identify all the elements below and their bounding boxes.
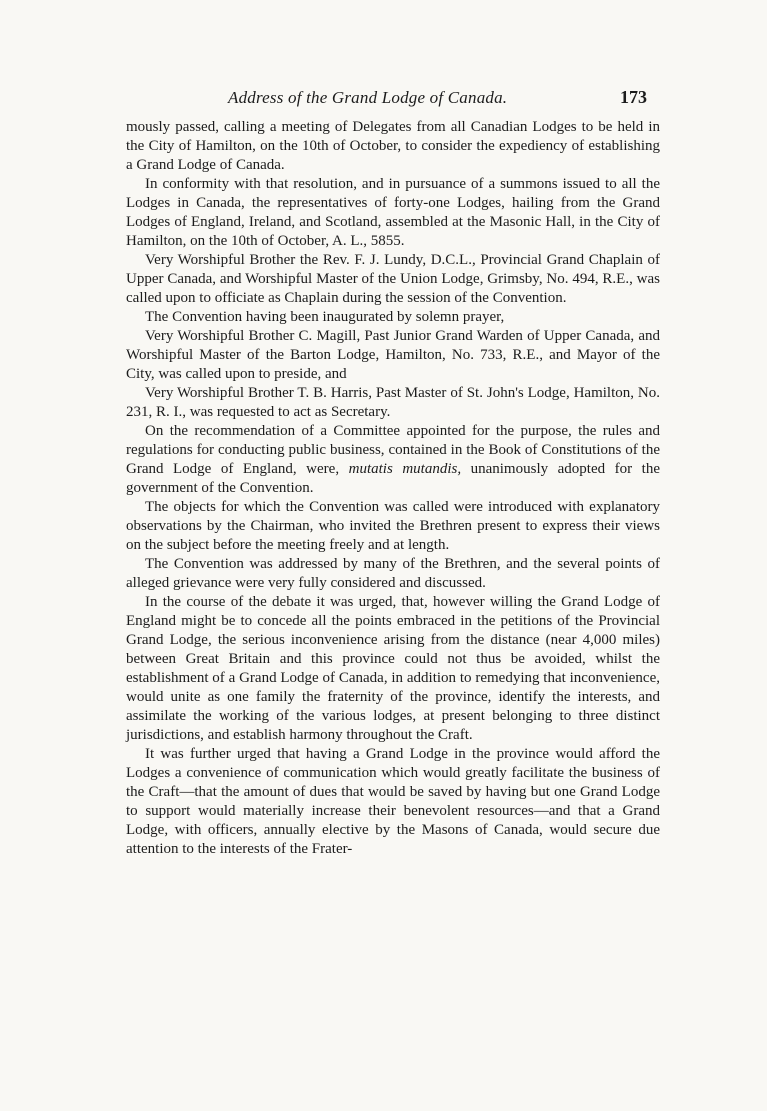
rules-text-before: On the recommendation of a Committee appointed for the purpose, the rules and regulations for conducting public business, contained in the Book of Constitutions of the Grand Lodge of England, were, bbox=[126, 423, 660, 477]
rules-italic-phrase: mutatis mutandis, bbox=[348, 461, 462, 477]
paragraph-secretary: Very Worshipful Brother T. B. Harris, Past Master of St. John's Lodge, Hamilton, No. 231, R. I., was requested to act as Secretary. bbox=[126, 385, 660, 420]
running-title: Address of the Grand Lodge of Canada. bbox=[228, 88, 508, 107]
page-header bbox=[0, 88, 767, 112]
body-text bbox=[126, 118, 660, 859]
paragraph-chaplain: Very Worshipful Brother the Rev. F. J. Lundy, D.C.L., Provincial Grand Chaplain of Upper Canada, and Worshipful Master of the Union Lodge, Grimsby, No. 494, R.E., was called upon to officiate as Chaplain during the session of the Convention. bbox=[126, 252, 660, 306]
page-number: 173 bbox=[620, 87, 647, 107]
paragraph-objects: The objects for which the Convention was called were introduced with explanatory observations by the Chairman, who invited the Brethren present to express their views on the subject before the meeting freely and at length. bbox=[126, 499, 660, 553]
paragraph-prayer: The Convention having been inaugurated by solemn prayer, bbox=[145, 309, 505, 325]
paragraph-rules bbox=[126, 422, 660, 498]
paragraph-conformity: In conformity with that resolution, and in pursuance of a summons issued to all the Lodges in Canada, the representatives of forty-one Lodges, hailing from the Grand Lodges of England, Ireland, and Scotland, assembled at the Masonic Hall, in the City of Hamilton, on the 10th of October, A. L., 5855. bbox=[126, 176, 660, 249]
paragraph-continuation: mously passed, calling a meeting of Delegates from all Canadian Lodges to be held in the City of Hamilton, on the 10th of October, to consider the expediency of establishing a Grand Lodge of Canada. bbox=[126, 119, 660, 173]
rules-text-after: unanimously adopted for the government of the Convention. bbox=[126, 461, 661, 496]
paragraph-further-urged: It was further urged that having a Grand Lodge in the province would afford the Lodges a convenience of communication which would greatly facilitate the business of the Craft—that the amount of dues that would be saved by having but one Grand Lodge to support would materially increase their benevolent resources—and that a Grand Lodge, with officers, annually elective by the Masons of Canada, would secure due attention to the interests of the Frater- bbox=[126, 746, 660, 857]
paragraph-debate: In the course of the debate it was urged, that, however willing the Grand Lodge of England might be to concede all the points embraced in the petitions of the Provincial Grand Lodge, the serious inconvenience arising from the distance (near 4,000 miles) between Great Britain and this province could not thus be avoided, whilst the establishment of a Grand Lodge of Canada, in addition to remedying that inconvenience, would unite as one family the fraternity of the province, identify the interests, and assimilate the working of the various lodges, at present belonging to three distinct jurisdictions, and establish harmony throughout the Craft. bbox=[126, 594, 660, 743]
paragraph-chairman: Very Worshipful Brother C. Magill, Past Junior Grand Warden of Upper Canada, and Worshipful Master of the Barton Lodge, Hamilton, No. 733, R.E., and Mayor of the City, was called upon to preside, and bbox=[126, 328, 660, 382]
paragraph-addressed: The Convention was addressed by many of the Brethren, and the several points of alleged grievance were very fully considered and discussed. bbox=[126, 556, 660, 591]
